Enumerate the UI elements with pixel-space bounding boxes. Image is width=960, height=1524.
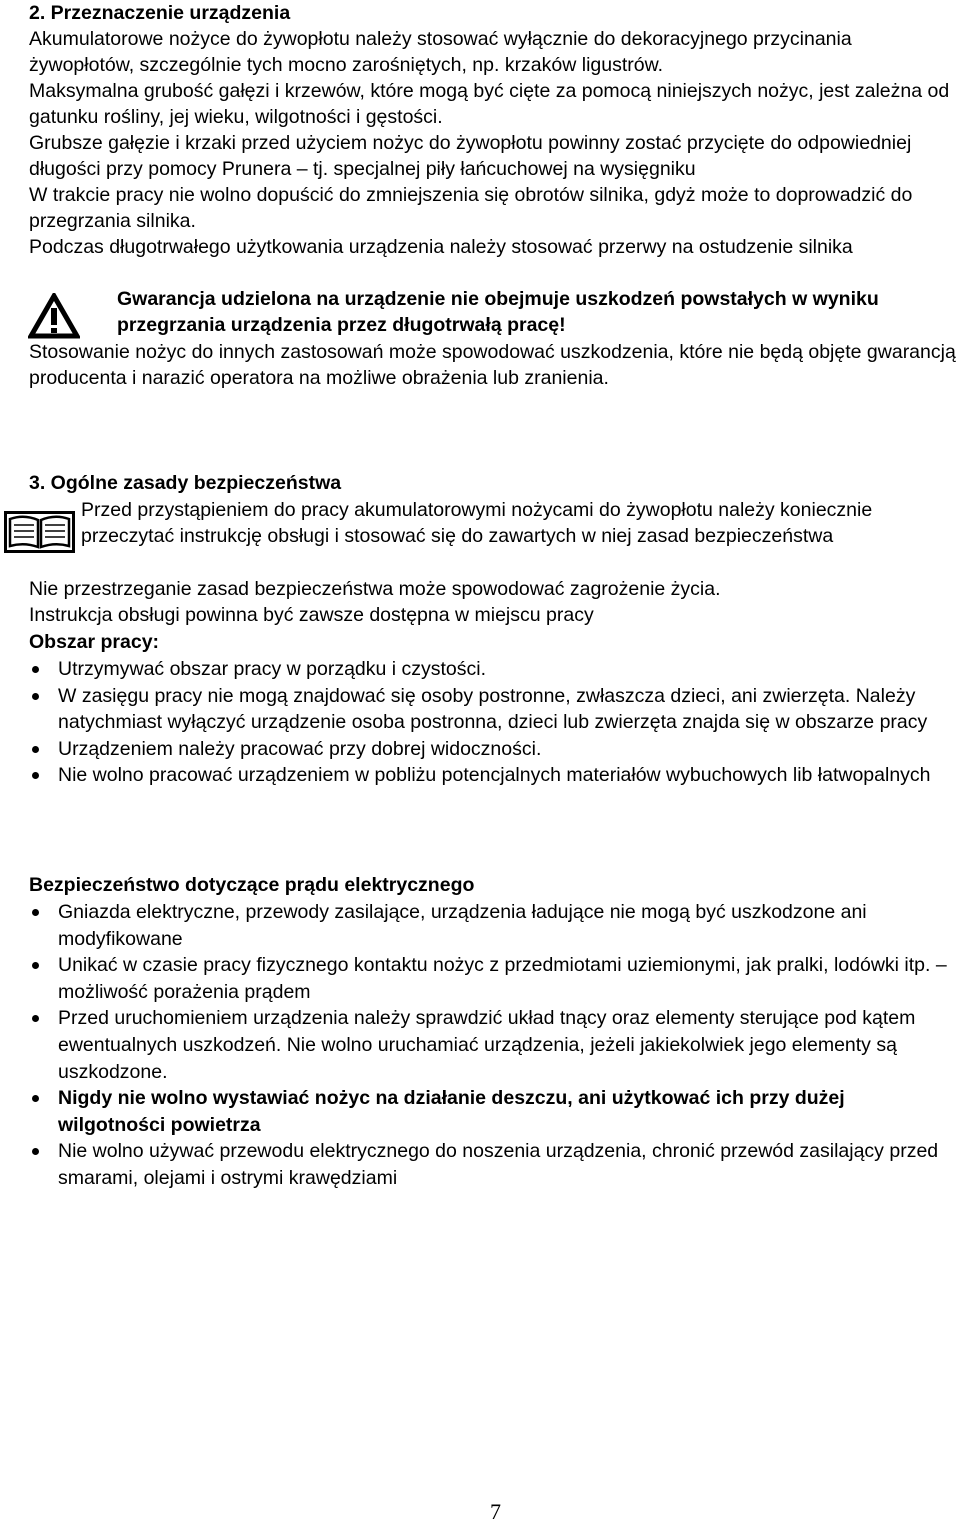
list-item: Unikać w czasie pracy fizycznego kontaktu nożyc z przedmiotami uziemionymi, jak pralki, lodówki itp. – możliwość porażenia prądem [29,952,960,1005]
cooling-breaks-paragraph: Podczas długotrwałego użytkowania urządzenia należy stosować przerwy na ostudzenie silnika [29,236,853,258]
section-2-heading: 2. Przeznaczenie urządzenia [29,2,291,24]
work-area-heading: Obszar pracy: [29,631,160,653]
list-item: Gniazda elektryczne, przewody zasilające, urządzenia ładujące nie mogą być uszkodzone ani modyfikowane [29,899,960,952]
section-3-heading: 3. Ogólne zasady bezpieczeństwa [29,472,342,494]
list-item: Przed uruchomieniem urządzenia należy sprawdzić układ tnący oraz elementy sterujące pod kątem ewentualnych uszkodzeń. Nie wolno uruchamiać urządzenia, jeżeli jakiekolwiek jego elementy są uszkodzone. [29,1005,960,1085]
electric-safety-list [29,899,960,1192]
manual-availability-line: Instrukcja obsługi powinna być zawsze dostępna w miejscu pracy [29,604,594,626]
bullet-icon [32,693,39,700]
read-manual-paragraph: Przed przystąpieniem do pracy akumulatorowymi nożycami do żywopłotu należy koniecznie przeczytać instrukcję obsługi i stosować się do zawartych w niej zasad bezpieczeństwa [81,499,873,547]
read-manual-book-icon [4,511,75,553]
bullet-icon [32,1095,39,1102]
list-item: Urządzeniem należy pracować przy dobrej widoczności. [29,736,960,763]
bullet-icon [32,909,39,916]
bullet-icon [32,772,39,779]
safety-rules-line: Nie przestrzeganie zasad bezpieczeństwa może spowodować zagrożenie życia. [29,578,721,600]
warranty-warning: Gwarancja udzielona na urządzenie nie obejmuje uszkodzeń powstałych w wyniku przegrzania urządzenia przez długotrwałą pracę! [117,288,879,336]
bullet-icon [32,666,39,673]
engine-speed-paragraph: W trakcie pracy nie wolno dopuścić do zmniejszenia się obrotów silnika, gdyż może to doprowadzić do przegrzania silnika. [29,184,913,232]
work-area-list [29,656,960,789]
page-number: 7 [490,1499,501,1524]
thicker-branches-paragraph: Grubsze gałęzie i krzaki przed użyciem nożyc do żywopłotu powinny zostać przycięte do odpowiedniej długości przy pomocy Prunera – tj. specjalnej piły łańcuchowej na wysięgniku [29,132,912,180]
list-item: Nigdy nie wolno wystawiać nożyc na działanie deszczu, ani użytkować ich przy dużej wilgotności powietrza [29,1085,960,1138]
list-item: Nie wolno pracować urządzeniem w pobliżu potencjalnych materiałów wybuchowych lib łatwopalnych [29,762,960,789]
list-item: W zasięgu pracy nie mogą znajdować się osoby postronne, zwłaszcza dzieci, ani zwierzęta. Należy natychmiast wyłączyć urządzenie osoba postronna, dzieci lub zwierzęta znajda się w obszarze pracy [29,683,960,736]
bullet-icon [32,1148,39,1155]
warning-triangle-icon [28,293,80,339]
electric-safety-heading: Bezpieczeństwo dotyczące prądu elektrycznego [29,874,475,896]
bullet-icon [32,746,39,753]
bullet-icon [32,962,39,969]
list-item: Nie wolno używać przewodu elektrycznego do noszenia urządzenia, chronić przewód zasilający przed smarami, olejami i ostrymi krawędziami [29,1138,960,1191]
max-thickness-paragraph: Maksymalna grubość gałęzi i krzewów, które mogą być cięte za pomocą niniejszych nożyc, jest zależna od gatunku rośliny, jej wieku, wilgotności i gęstości. [29,80,950,128]
purpose-paragraph: Akumulatorowe nożyce do żywopłotu należy stosować wyłącznie do dekoracyjnego przycinania żywopłotów, szczególnie tych mocno zarośniętych, np. krzaków ligustrów. [29,28,852,76]
other-uses-paragraph: Stosowanie nożyc do innych zastosowań może spowodować uszkodzenia, które nie będą objęte gwarancją producenta i narazić operatora na możliwe obrażenia lub zranienia. [29,341,956,389]
bullet-icon [32,1015,39,1022]
list-item: Utrzymywać obszar pracy w porządku i czystości. [29,656,960,683]
